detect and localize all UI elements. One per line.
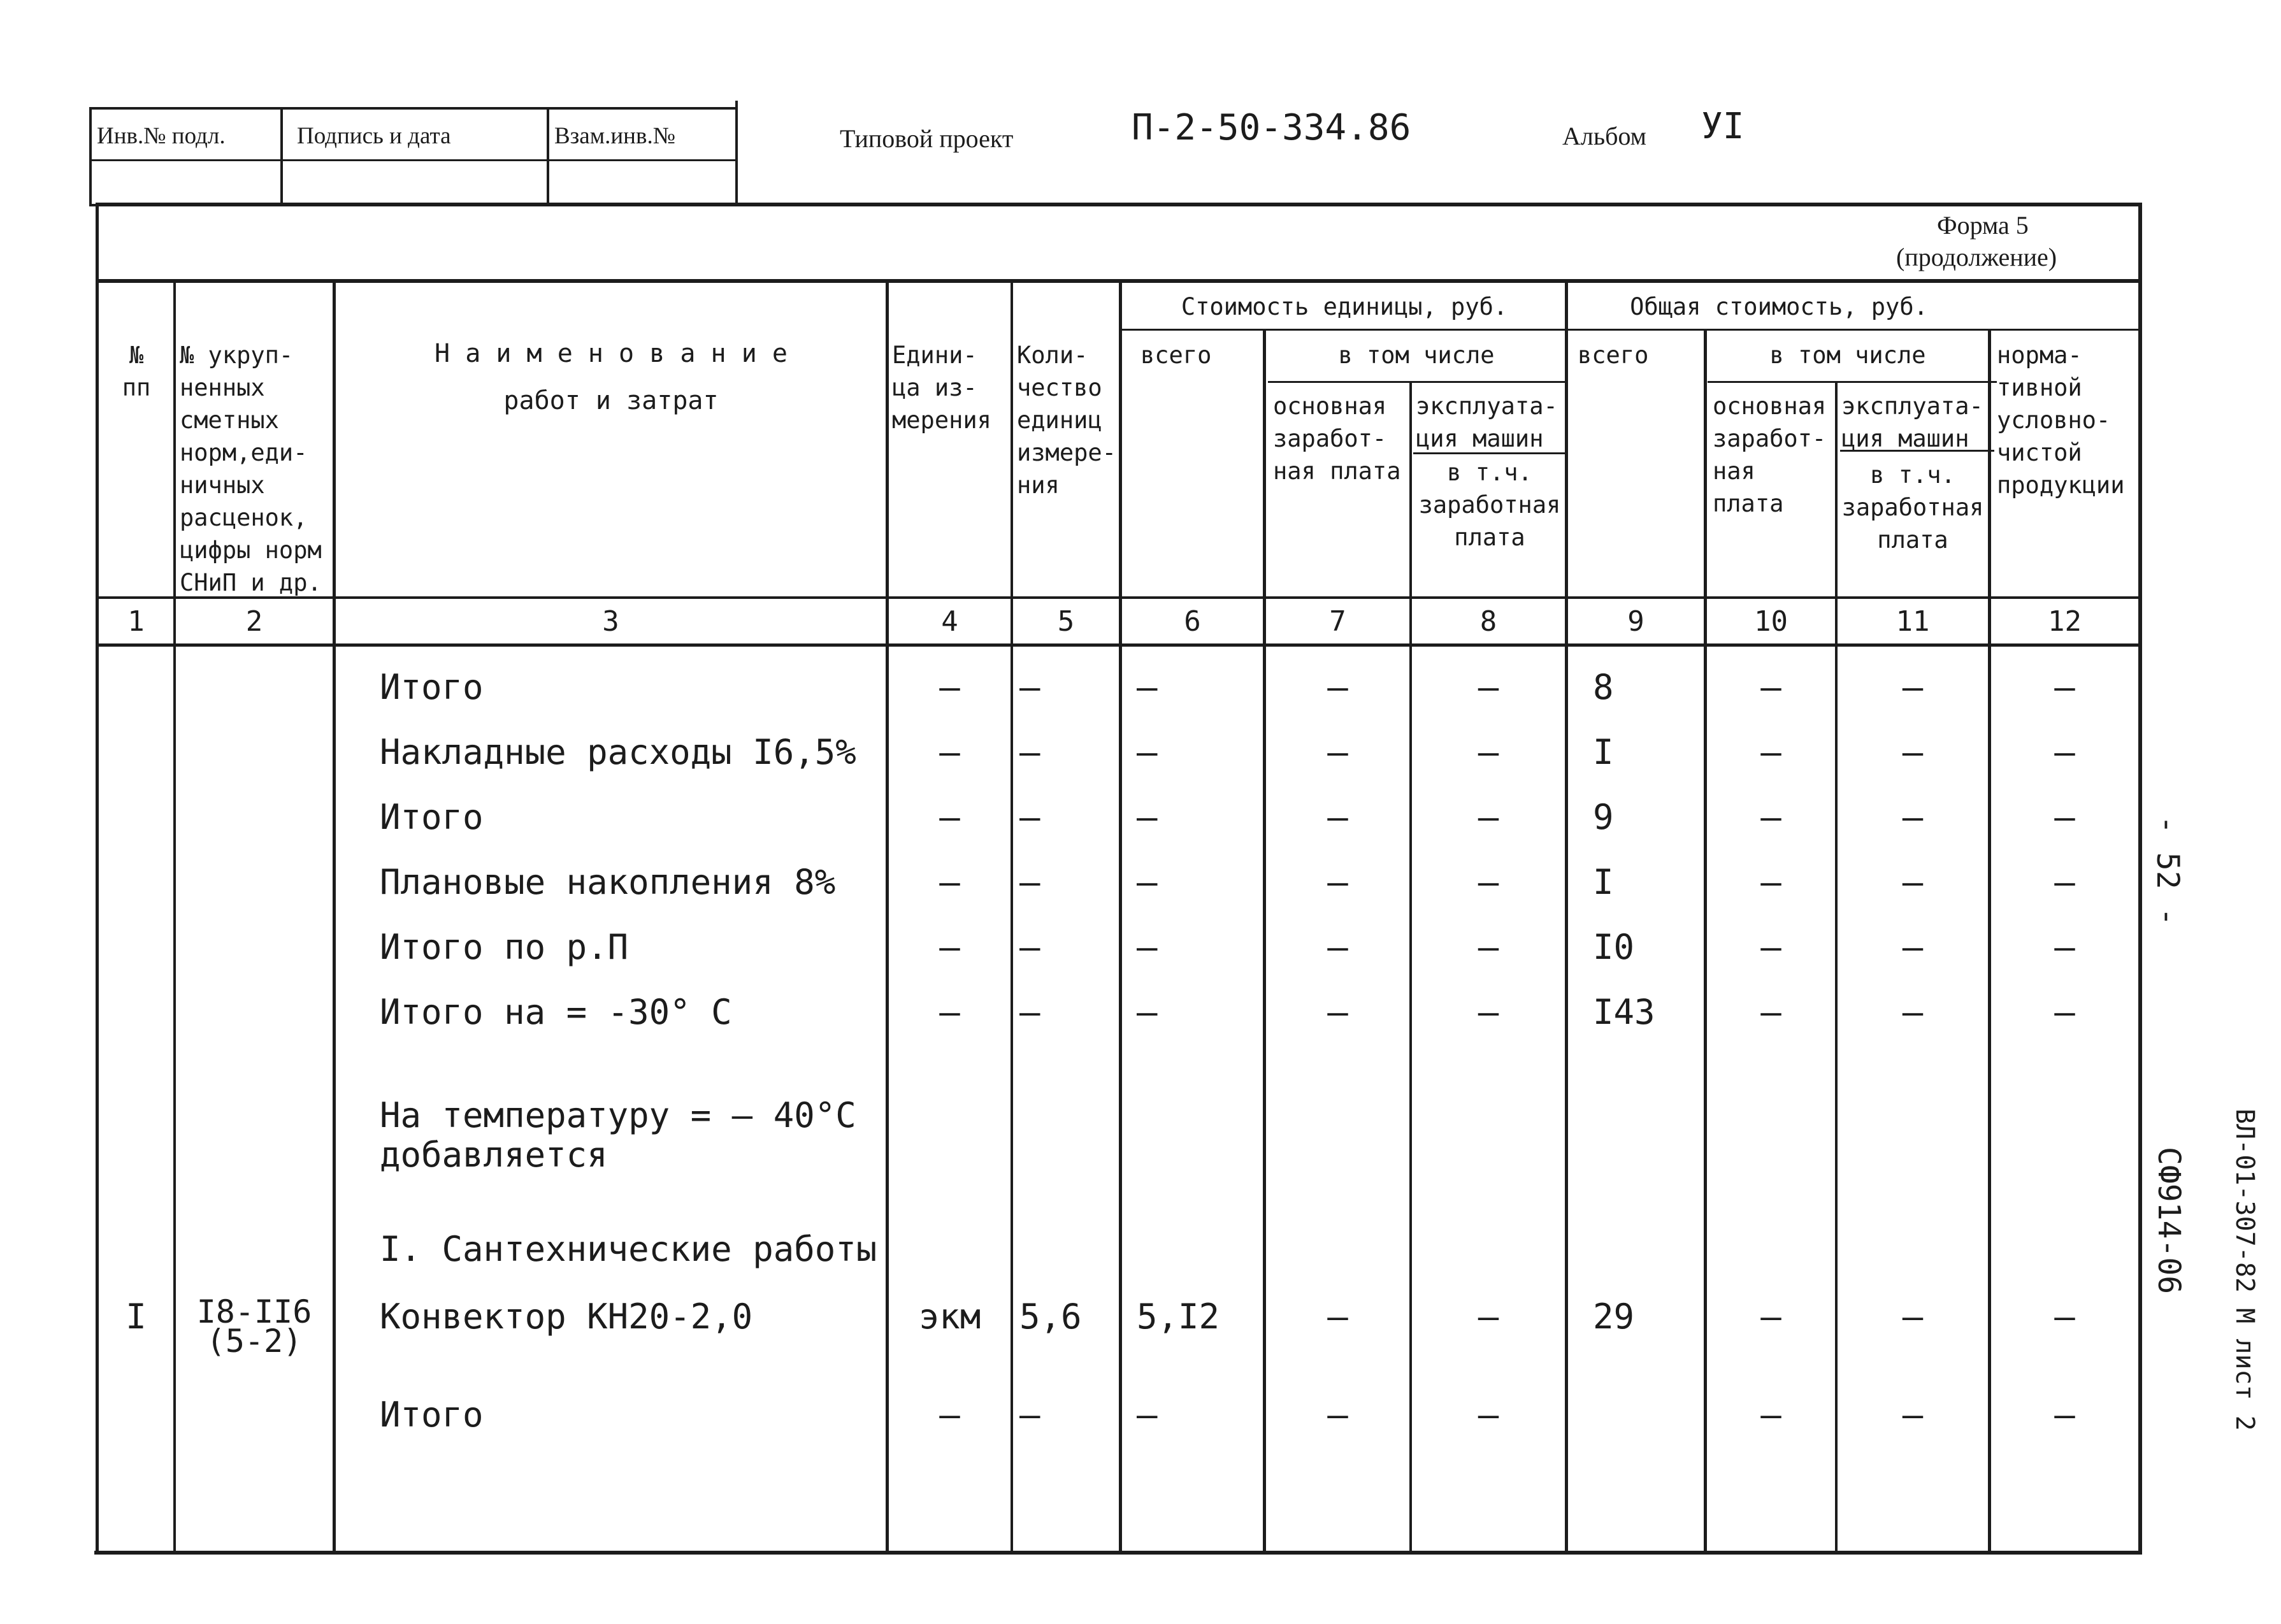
cell-unit: – [939,927,960,967]
cell-normative: – [2054,732,2075,772]
document-code: СФ914-06 [2151,1147,2187,1295]
album-number: УI [1701,106,1745,147]
col-header-total-total: всего [1578,341,1649,369]
col-header-no: № пп [122,341,151,401]
cell-unit-wage: – [1327,667,1348,707]
col-header-unit-total: всего [1140,341,1212,369]
cell-total-wage: – [1760,927,1781,967]
project-label: Типовой проект [840,124,1014,153]
cell-total: I [1593,732,1614,772]
cell-total-wage: – [1760,1395,1781,1435]
form-subtitle: (продолжение) [1896,243,2057,271]
cell-total-machine: – [1902,667,1924,707]
cell-total: I [1593,862,1614,902]
cell-normative: – [2054,992,2075,1032]
sheet-reference: ВЛ-01-307-82 М лист 2 [2230,1109,2259,1431]
cell-unit-machine: – [1478,1395,1499,1435]
col-header-normative: норма- тивной условно- чистой продукции [1997,341,2125,499]
cell-name: Накладные расходы I6,5% [380,732,856,772]
cell-name: Итого [380,667,484,707]
col-number: 9 [1627,605,1644,638]
cell-qty: – [1019,667,1040,707]
cell-normative: – [2054,927,2075,967]
cell-unit-machine: – [1478,992,1499,1032]
cell-qty: – [1019,1395,1040,1435]
cell-unit: – [939,797,960,837]
cell-normative: – [2054,1395,2075,1435]
cell-unit-total: – [1137,732,1158,772]
col-header-total-machine-wage: в т.ч. заработная плата [1841,461,1984,554]
cell-name: Итого [380,797,484,837]
cell-unit: – [939,732,960,772]
cell-total-wage: – [1760,1297,1781,1337]
cell-unit-machine: – [1478,667,1499,707]
cell-total-machine: – [1902,732,1924,772]
col-number: 7 [1329,605,1346,638]
cell-unit-machine: – [1478,797,1499,837]
col-number: 11 [1896,605,1930,638]
cell-normative: – [2054,1297,2075,1337]
cell-total-machine: – [1902,992,1924,1032]
col-number: 2 [245,605,263,638]
stamp-signature-label: Подпись и дата [297,123,451,149]
cell-unit-wage: – [1327,862,1348,902]
cell-name: Конвектор КН20-2,0 [380,1297,753,1337]
cell-unit: экм [918,1297,981,1337]
cell-unit-total: – [1137,862,1158,902]
cell-unit-total: – [1137,1395,1158,1435]
col-number: 6 [1184,605,1201,638]
col-header-total-wage: основная заработ- ная плата [1713,392,1827,517]
cell-unit-total: 5,I2 [1137,1297,1220,1337]
page-number: - 52 - [2150,816,2185,926]
cell-qty: – [1019,992,1040,1032]
cell-normative: – [2054,667,2075,707]
cell-unit-wage: – [1327,732,1348,772]
cell-unit: – [939,1395,960,1435]
col-header-total-machine: эксплуата- ция машин [1841,392,1983,452]
col-header-total-incl: в том числе [1769,341,1926,369]
cell-unit-wage: – [1327,927,1348,967]
cell-name: Итого на = -30° С [380,992,732,1032]
form-title: Форма 5 [1937,211,2029,240]
cell-unit-machine: – [1478,1297,1499,1337]
col-header-name-title: Н а и м е н о в а н и е [435,339,788,368]
col-header-name-sub: работ и затрат [503,386,719,415]
cell-unit-total: – [1137,927,1158,967]
col-number: 10 [1754,605,1788,638]
cell-name: Итого по р.П [380,927,629,967]
album-label: Альбом [1562,122,1646,150]
cell-qty: – [1019,862,1040,902]
cell-unit-wage: – [1327,797,1348,837]
cell-qty: 5,6 [1019,1297,1082,1337]
col-header-unit-machine-wage: в т.ч. заработная плата [1418,459,1561,551]
cell-total: 29 [1593,1297,1635,1337]
cell-name: Плановые накопления 8% [380,862,836,902]
cell-name: На температуру = – 40°С добавляется [380,1095,856,1175]
stamp-inv-label: Инв.№ подл. [97,123,226,149]
cell-total-wage: – [1760,732,1781,772]
cell-qty: – [1019,927,1040,967]
cell-unit: – [939,992,960,1032]
col-header-unit-incl: в том числе [1338,341,1495,369]
cell-qty: – [1019,797,1040,837]
cell-normative: – [2054,862,2075,902]
cell-qty: – [1019,732,1040,772]
col-number: 3 [602,605,619,638]
cell-total-wage: – [1760,667,1781,707]
cell-total-machine: – [1902,862,1924,902]
cell-name: I. Сантехнические работы [380,1229,877,1269]
col-header-norms: № укруп- ненных сметных норм,еди- ничных расценок, цифры норм СНиП и др. [180,341,322,596]
col-header-total-cost: Общая стоимость, руб. [1630,293,1928,320]
col-header-unit-wage: основная заработ- ная плата [1273,392,1401,485]
cell-total: I0 [1593,927,1635,967]
col-number: 1 [127,605,145,638]
col-header-unit: Едини- ца из- мерения [892,341,991,434]
cell-total-wage: – [1760,862,1781,902]
cell-normative: – [2054,797,2075,837]
cell-total-machine: – [1902,927,1924,967]
cell-total: I43 [1593,992,1655,1032]
cell-total-machine: – [1902,1395,1924,1435]
cell-no: I [126,1297,147,1337]
cell-unit-wage: – [1327,1297,1348,1337]
col-header-qty: Коли- чество единиц измере- ния [1017,341,1116,499]
cell-unit-total: – [1137,667,1158,707]
cell-unit-machine: – [1478,927,1499,967]
cell-unit-total: – [1137,797,1158,837]
cell-name: Итого [380,1395,484,1435]
col-number: 5 [1057,605,1075,638]
col-number: 8 [1479,605,1497,638]
col-header-unit-machine: эксплуата- ция машин [1416,392,1558,452]
cell-unit: – [939,862,960,902]
cell-unit-machine: – [1478,732,1499,772]
cell-total: 8 [1593,667,1614,707]
stamp-replace-label: Взам.инв.№ [554,123,676,149]
cell-total-wage: – [1760,797,1781,837]
cell-unit: – [939,667,960,707]
cell-unit-wage: – [1327,1395,1348,1435]
cell-total-machine: – [1902,797,1924,837]
cell-unit-total: – [1137,992,1158,1032]
col-number: 4 [941,605,958,638]
cell-total-wage: – [1760,992,1781,1032]
col-number: 12 [2048,605,2082,638]
col-header-unit-cost: Стоимость единицы, руб. [1181,293,1508,320]
cell-unit-wage: – [1327,992,1348,1032]
cell-total-machine: – [1902,1297,1924,1337]
cell-norm: I8-II6 (5-2) [196,1293,312,1360]
cell-unit-machine: – [1478,862,1499,902]
cell-total: 9 [1593,797,1614,837]
project-code: П-2-50-334.86 [1132,107,1411,148]
